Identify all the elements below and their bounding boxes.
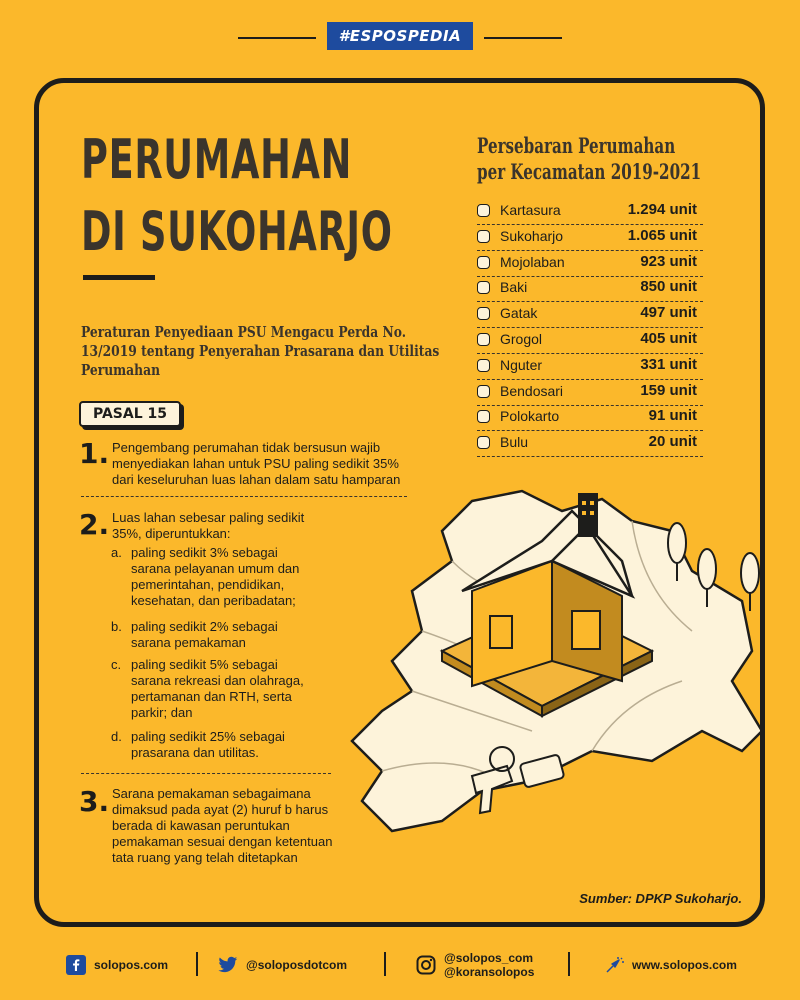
unit-count: 497 unit [640, 304, 697, 322]
divider-2 [81, 773, 331, 774]
subpoint-letter: b. [111, 619, 122, 634]
unit-count: 20 unit [648, 433, 697, 451]
kecamatan-name: Grogol [500, 331, 543, 347]
source-note: Sumber: DPKP Sukoharjo. [579, 891, 742, 906]
unit-count: 923 unit [640, 252, 697, 270]
subpoint-text: paling sedikit 3% sebagai sarana pelayanan umum dan pemerintahan, pendidikan, kesehatan, dan peribadatan; [131, 545, 300, 608]
list-item [477, 431, 703, 457]
tree-1 [668, 523, 686, 563]
subpoint-a [111, 545, 311, 609]
list-item [477, 380, 703, 406]
page-title-line2: DI SUKOHARJO [81, 200, 393, 263]
subpoint-letter: d. [111, 729, 122, 744]
checkbox-icon [477, 281, 490, 294]
footer-twitter[interactable] [218, 950, 347, 980]
kecamatan-name: Kartasura [500, 202, 561, 218]
checkbox-icon [477, 230, 490, 243]
pasal-label: PASAL 15 [79, 401, 181, 427]
checkbox-icon [477, 333, 490, 346]
page-title-line1: PERUMAHAN [81, 128, 353, 191]
subtitle: Peraturan Penyediaan PSU Mengacu Perda No. 13/2019 tentang Penyerahan Prasarana dan Utilitas Perumahan [81, 323, 440, 379]
footer-separator [384, 952, 386, 976]
footer-separator [568, 952, 570, 976]
footer [0, 950, 800, 980]
house-window-1 [490, 616, 512, 648]
checkbox-icon [477, 204, 490, 217]
twitter-icon [218, 955, 238, 975]
instagram-handle-2: @koransolopos [444, 965, 535, 979]
facebook-icon [66, 955, 86, 975]
kecamatan-name: Baki [500, 279, 528, 296]
list-item [477, 405, 703, 431]
esposepedia-badge: #ESPOSPEDIA [327, 22, 473, 50]
cursor-click-icon [604, 955, 624, 975]
list-item [477, 276, 703, 302]
header-line-left [238, 37, 316, 39]
point-number-1: 1. [79, 437, 110, 470]
subpoint-b [111, 619, 311, 651]
main-card [34, 78, 765, 927]
kecamatan-name: Nguter [500, 356, 543, 373]
kecamatan-name: Bendosari [500, 382, 564, 399]
instagram-icon [416, 955, 436, 975]
tree-2 [698, 549, 716, 589]
website-url: www.solopos.com [632, 958, 737, 972]
point-text-2: Luas lahan sebesar paling sedikit 35%, diperuntukkan: [112, 510, 305, 541]
house-map-illustration [322, 481, 762, 851]
subpoint-text: paling sedikit 25% sebagai prasarana dan utilitas. [131, 729, 285, 760]
point-text-1: Pengembang perumahan tidak bersusun wajib menyediakan lahan untuk PSU paling sedikit 35% dari keseluruhan luas lahan dalam satu hamparan [112, 440, 401, 487]
tree-3 [741, 553, 759, 593]
list-item [477, 199, 703, 225]
checkbox-icon [477, 385, 490, 398]
facebook-handle: solopos.com [94, 958, 169, 972]
twitter-handle: @soloposdotcom [246, 958, 348, 972]
checkbox-icon [477, 436, 490, 449]
footer-instagram[interactable] [416, 950, 534, 980]
kecamatan-name: Gatak [500, 305, 538, 322]
unit-count: 91 unit [648, 407, 697, 425]
unit-count: 405 unit [640, 330, 697, 347]
subpoint-c [111, 657, 311, 721]
unit-count: 331 unit [640, 355, 697, 373]
unit-count: 850 unit [640, 278, 697, 296]
kecamatan-name: Polokarto [500, 408, 560, 425]
list-item [477, 251, 703, 277]
unit-count: 1.065 unit [627, 226, 697, 244]
checkbox-icon [477, 307, 490, 320]
checkbox-icon [477, 359, 490, 372]
subpoint-d [111, 729, 311, 761]
list-item [477, 225, 703, 251]
footer-website[interactable] [604, 950, 737, 980]
point-number-3: 3. [79, 785, 110, 818]
list-item [477, 354, 703, 380]
footer-facebook[interactable] [66, 950, 168, 980]
subpoint-letter: c. [111, 657, 122, 672]
header-line-right [484, 37, 562, 39]
point-text-3: Sarana pemakaman sebagaimana dimaksud pada ayat (2) huruf b harus berada di kawasan peruntukan pemakaman sesuai dengan ketentuan tata ruang yang telah ditetapkan [112, 786, 333, 865]
list-item [477, 328, 703, 354]
kecamatan-name: Bulu [500, 434, 529, 451]
checkbox-icon [477, 256, 490, 269]
list-item [477, 302, 703, 328]
list-title-line2: per Kecamatan 2019-2021 [477, 159, 702, 184]
subpoint-text: paling sedikit 2% sebagai sarana pemakaman [131, 619, 278, 650]
house-window-2 [572, 611, 600, 649]
list-title-line1: Persebaran Perumahan [477, 133, 676, 158]
footer-separator [196, 952, 198, 976]
title-underline [83, 275, 155, 280]
kecamatan-name: Mojolaban [500, 253, 565, 270]
checkbox-icon [477, 410, 490, 423]
kecamatan-name: Sukoharjo [500, 227, 564, 244]
unit-count: 1.294 unit [627, 201, 697, 218]
house-chimney [578, 493, 598, 537]
unit-count: 159 unit [640, 381, 697, 399]
point-number-2: 2. [79, 508, 110, 541]
subpoint-letter: a. [111, 545, 122, 560]
instagram-handle-1: @solopos_com [444, 951, 534, 965]
subpoint-text: paling sedikit 5% sebagai sarana rekreasi dan olahraga, pertamanan dan RTH, serta parkir; dan [131, 657, 304, 720]
